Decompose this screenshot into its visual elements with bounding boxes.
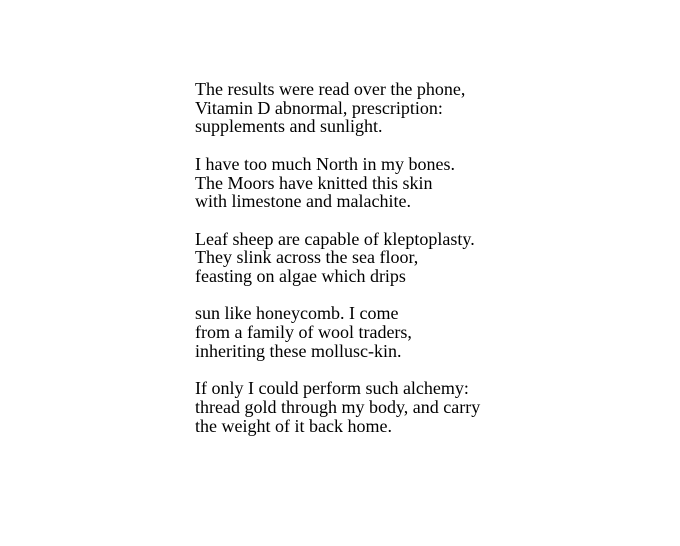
- stanza-3: [195, 230, 665, 286]
- poem-line: I have too much North in my bones.: [195, 153, 455, 174]
- poem-line: thread gold through my body, and carry: [195, 396, 481, 417]
- poem-line: Leaf sheep are capable of kleptoplasty.: [195, 228, 475, 249]
- poem-line: sun like honeycomb. I come: [195, 303, 399, 324]
- stanza-4: [195, 304, 665, 360]
- poem: [195, 80, 665, 454]
- poem-line: Vitamin D abnormal, prescription:: [195, 97, 443, 118]
- poem-line: The Moors have knitted this skin: [195, 172, 433, 193]
- poem-line: If only I could perform such alchemy:: [195, 378, 469, 399]
- poem-line: the weight of it back home.: [195, 415, 392, 436]
- stanza-1: [195, 80, 665, 136]
- poem-line: The results were read over the phone,: [195, 79, 466, 99]
- poem-line: from a family of wool traders,: [195, 322, 412, 343]
- stanza-2: [195, 155, 665, 211]
- stanza-5: [195, 379, 665, 435]
- poem-line: inheriting these mollusc-kin.: [195, 340, 402, 361]
- poem-line: with limestone and malachite.: [195, 191, 411, 212]
- poem-line: feasting on algae which drips: [195, 266, 406, 286]
- poem-line: They slink across the sea floor,: [195, 247, 419, 268]
- poem-line: supplements and sunlight.: [195, 116, 383, 137]
